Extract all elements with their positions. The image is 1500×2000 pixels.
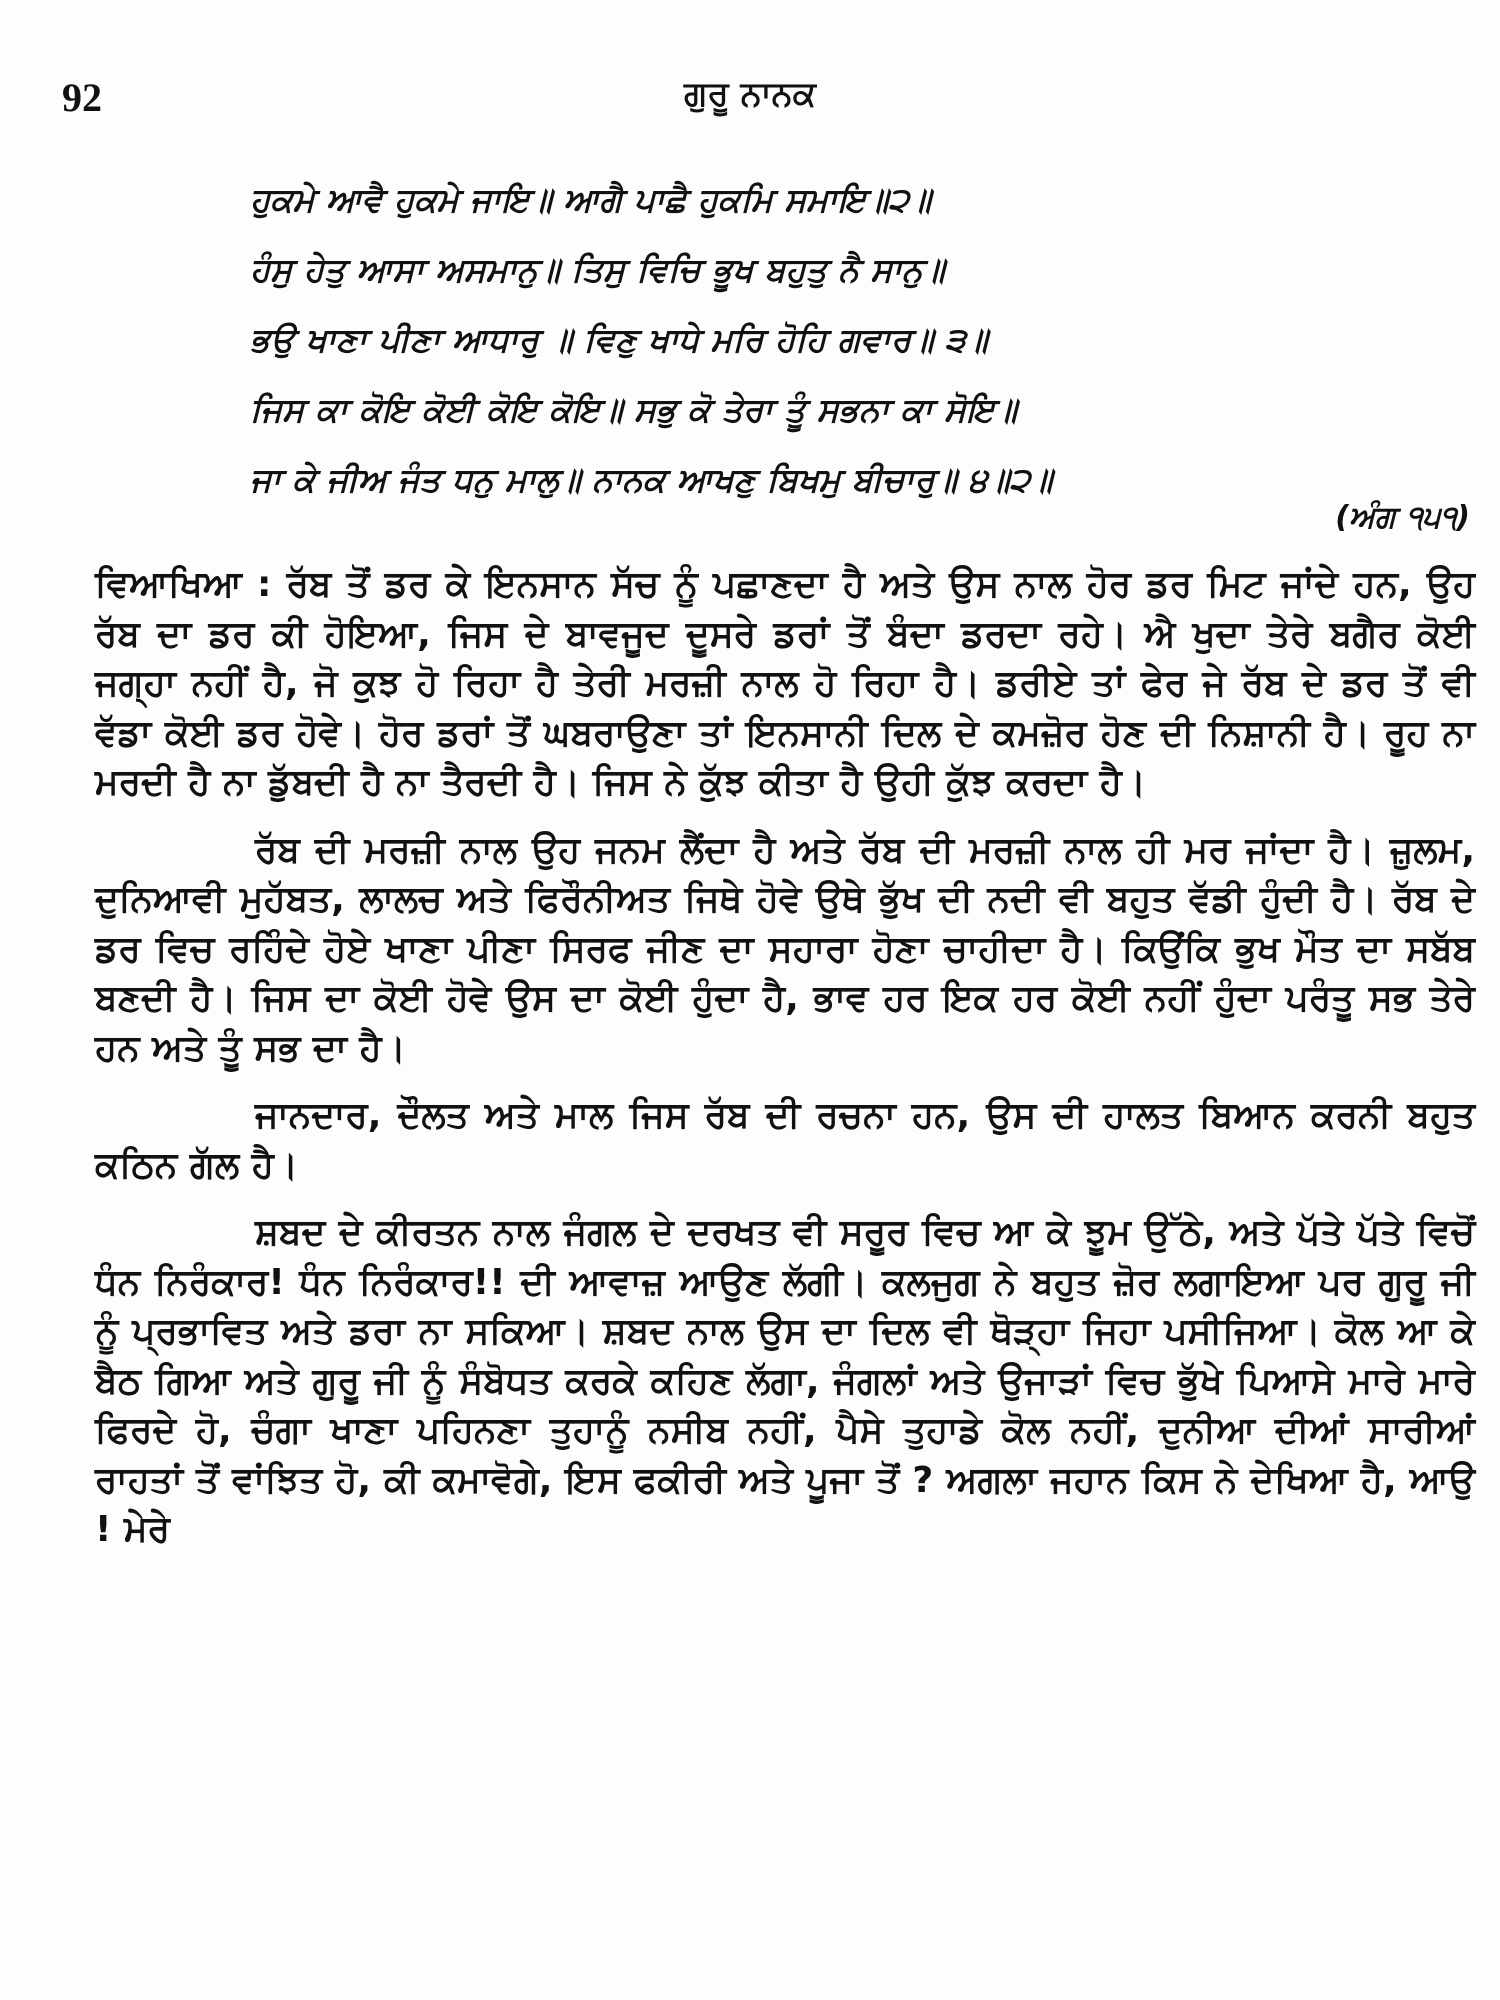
commentary-paragraph-text: ਰੱਬ ਤੋਂ ਡਰ ਕੇ ਇਨਸਾਨ ਸੱਚ ਨੂੰ ਪਛਾਣਦਾ ਹੈ ਅਤੇ ਉਸ ਨਾਲ ਹੋਰ ਡਰ ਮਿਟ ਜਾਂਦੇ ਹਨ, ਉਹ ਰੱਬ ਦਾ ਡਰ ਕੀ ਹੋਇਆ, ਜਿਸ ਦੇ ਬਾਵਜੂਦ ਦੂਸਰੇ ਡਰਾਂ ਤੋਂ ਬੰਦਾ ਡਰਦਾ ਰਹੇ। ਐ ਖੁਦਾ ਤੇਰੇ ਬਗੈਰ ਕੋਈ ਜਗ੍ਹਾ ਨਹੀਂ ਹੈ, ਜੋ ਕੁਝ ਹੋ ਰਿਹਾ ਹੈ ਤੇਰੀ ਮਰਜ਼ੀ ਨਾਲ ਹੋ ਰਿਹਾ ਹੈ। ਡਰੀਏ ਤਾਂ ਫੇਰ ਜੇ ਰੱਬ ਦੇ ਡਰ ਤੋਂ ਵੀ ਵੱਡਾ ਕੋਈ ਡਰ ਹੋਵੇ। ਹੋਰ ਡਰਾਂ ਤੋਂ ਘਬਰਾਉਣਾ ਤਾਂ ਇਨਸਾਨੀ ਦਿਲ ਦੇ ਕਮਜ਼ੋਰ ਹੋਣ ਦੀ ਨਿਸ਼ਾਨੀ ਹੈ। ਰੂਹ ਨਾ ਮਰਦੀ ਹੈ ਨਾ ਡੁੱਬਦੀ ਹੈ ਨਾ ਤੈਰਦੀ ਹੈ। ਜਿਸ ਨੇ ਕੁੱਝ ਕੀਤਾ ਹੈ ਉਹੀ ਕੁੱਝ ਕਰਦਾ ਹੈ।: [95, 564, 1475, 803]
commentary: [95, 560, 1475, 1573]
verse-line: ਹੰਸੁ ਹੇਤੁ ਆਸਾ ਅਸਮਾਨੁ॥ ਤਿਸੁ ਵਿਚਿ ਭੂਖ ਬਹੁਤੁ ਨੈ ਸਾਨੁ॥: [250, 250, 945, 289]
running-title: ਗੁਰੂ ਨਾਨਕ: [684, 74, 816, 114]
commentary-paragraph: ਸ਼ਬਦ ਦੇ ਕੀਰਤਨ ਨਾਲ ਜੰਗਲ ਦੇ ਦਰਖਤ ਵੀ ਸਰੂਰ ਵਿਚ ਆ ਕੇ ਝੂਮ ਉੱਠੇ, ਅਤੇ ਪੱਤੇ ਪੱਤੇ ਵਿਚੋਂ ਧੰਨ ਨਿਰੰਕਾਰ! ਧੰਨ ਨਿਰੰਕਾਰ!! ਦੀ ਆਵਾਜ਼ ਆਉਣ ਲੱਗੀ। ਕਲਜੁਗ ਨੇ ਬਹੁਤ ਜ਼ੋਰ ਲਗਾਇਆ ਪਰ ਗੁਰੂ ਜੀ ਨੂੰ ਪ੍ਰਭਾਵਿਤ ਅਤੇ ਡਰਾ ਨਾ ਸਕਿਆ। ਸ਼ਬਦ ਨਾਲ ਉਸ ਦਾ ਦਿਲ ਵੀ ਥੋੜ੍ਹਾ ਜਿਹਾ ਪਸੀਜਿਆ। ਕੋਲ ਆ ਕੇ ਬੈਠ ਗਿਆ ਅਤੇ ਗੁਰੂ ਜੀ ਨੂੰ ਸੰਬੋਧਤ ਕਰਕੇ ਕਹਿਣ ਲੱਗਾ, ਜੰਗਲਾਂ ਅਤੇ ਉਜਾੜਾਂ ਵਿਚ ਭੁੱਖੇ ਪਿਆਸੇ ਮਾਰੇ ਮਾਰੇ ਫਿਰਦੇ ਹੋ, ਚੰਗਾ ਖਾਣਾ ਪਹਿਨਣਾ ਤੁਹਾਨੂੰ ਨਸੀਬ ਨਹੀਂ, ਪੈਸੇ ਤੁਹਾਡੇ ਕੋਲ ਨਹੀਂ, ਦੁਨੀਆ ਦੀਆਂ ਸਾਰੀਆਂ ਰਾਹਤਾਂ ਤੋਂ ਵਾਂਝਿਤ ਹੋ, ਕੀ ਕਮਾਵੋਗੇ, ਇਸ ਫਕੀਰੀ ਅਤੇ ਪੂਜਾ ਤੋਂ ? ਅਗਲਾ ਜਹਾਨ ਕਿਸ ਨੇ ਦੇਖਿਆ ਹੈ, ਆਉ ! ਮੇਰੇ: [95, 1212, 1475, 1550]
ang-reference: (ਅੰਗ ੧੫੧): [1335, 500, 1470, 535]
verse-line: ਜਾ ਕੇ ਜੀਅ ਜੰਤ ਧਨੁ ਮਾਲੁ॥ ਨਾਨਕ ਆਖਣੁ ਬਿਖਮੁ ਬੀਚਾਰੁ॥ ੪॥੨॥: [250, 460, 1053, 499]
page-number: 92: [62, 75, 102, 120]
commentary-label: ਵਿਆਖਿਆ :: [95, 564, 272, 605]
verse-line: ਜਿਸ ਕਾ ਕੋਇ ਕੋਈ ਕੋਇ ਕੋਇ॥ ਸਭੁ ਕੋ ਤੇਰਾ ਤੂੰ ਸਭਨਾ ਕਾ ਸੋਇ॥: [250, 390, 1017, 429]
commentary-paragraph: ਜਾਨਦਾਰ, ਦੌਲਤ ਅਤੇ ਮਾਲ ਜਿਸ ਰੱਬ ਦੀ ਰਚਨਾ ਹਨ, ਉਸ ਦੀ ਹਾਲਤ ਬਿਆਨ ਕਰਨੀ ਬਹੁਤ ਕਠਿਨ ਗੱਲ ਹੈ।: [95, 1095, 1475, 1186]
verse-line: ਹੁਕਮੇ ਆਵੈ ਹੁਕਮੇ ਜਾਇ॥ ਆਗੈ ਪਾਛੈ ਹੁਕਮਿ ਸਮਾਇ॥੨॥: [250, 180, 932, 219]
verse-block: [250, 165, 1430, 515]
page-header: [0, 70, 1500, 130]
commentary-paragraph: ਰੱਬ ਦੀ ਮਰਜ਼ੀ ਨਾਲ ਉਹ ਜਨਮ ਲੈਂਦਾ ਹੈ ਅਤੇ ਰੱਬ ਦੀ ਮਰਜ਼ੀ ਨਾਲ ਹੀ ਮਰ ਜਾਂਦਾ ਹੈ। ਜ਼ੁਲਮ, ਦੁਨਿਆਵੀ ਮੁਹੱਬਤ, ਲਾਲਚ ਅਤੇ ਫਿਰੌਨੀਅਤ ਜਿਥੇ ਹੋਵੇ ਉਥੇ ਭੁੱਖ ਦੀ ਨਦੀ ਵੀ ਬਹੁਤ ਵੱਡੀ ਹੁੰਦੀ ਹੈ। ਰੱਬ ਦੇ ਡਰ ਵਿਚ ਰਹਿੰਦੇ ਹੋਏ ਖਾਣਾ ਪੀਣਾ ਸਿਰਫ ਜੀਣ ਦਾ ਸਹਾਰਾ ਹੋਣਾ ਚਾਹੀਦਾ ਹੈ। ਕਿਉਂਕਿ ਭੁਖ ਮੌਤ ਦਾ ਸਬੱਬ ਬਣਦੀ ਹੈ। ਜਿਸ ਦਾ ਕੋਈ ਹੋਵੇ ਉਸ ਦਾ ਕੋਈ ਹੁੰਦਾ ਹੈ, ਭਾਵ ਹਰ ਇਕ ਹਰ ਕੋਈ ਨਹੀਂ ਹੁੰਦਾ ਪਰੰਤੂ ਸਭ ਤੇਰੇ ਹਨ ਅਤੇ ਤੂੰ ਸਭ ਦਾ ਹੈ।: [95, 829, 1475, 1069]
verse-line: ਭਉ ਖਾਣਾ ਪੀਣਾ ਆਧਾਰੁ ॥ ਵਿਣੁ ਖਾਧੇ ਮਰਿ ਹੋਹਿ ਗਵਾਰ॥ ੩॥: [250, 320, 988, 359]
commentary-paragraph: [95, 560, 1475, 808]
